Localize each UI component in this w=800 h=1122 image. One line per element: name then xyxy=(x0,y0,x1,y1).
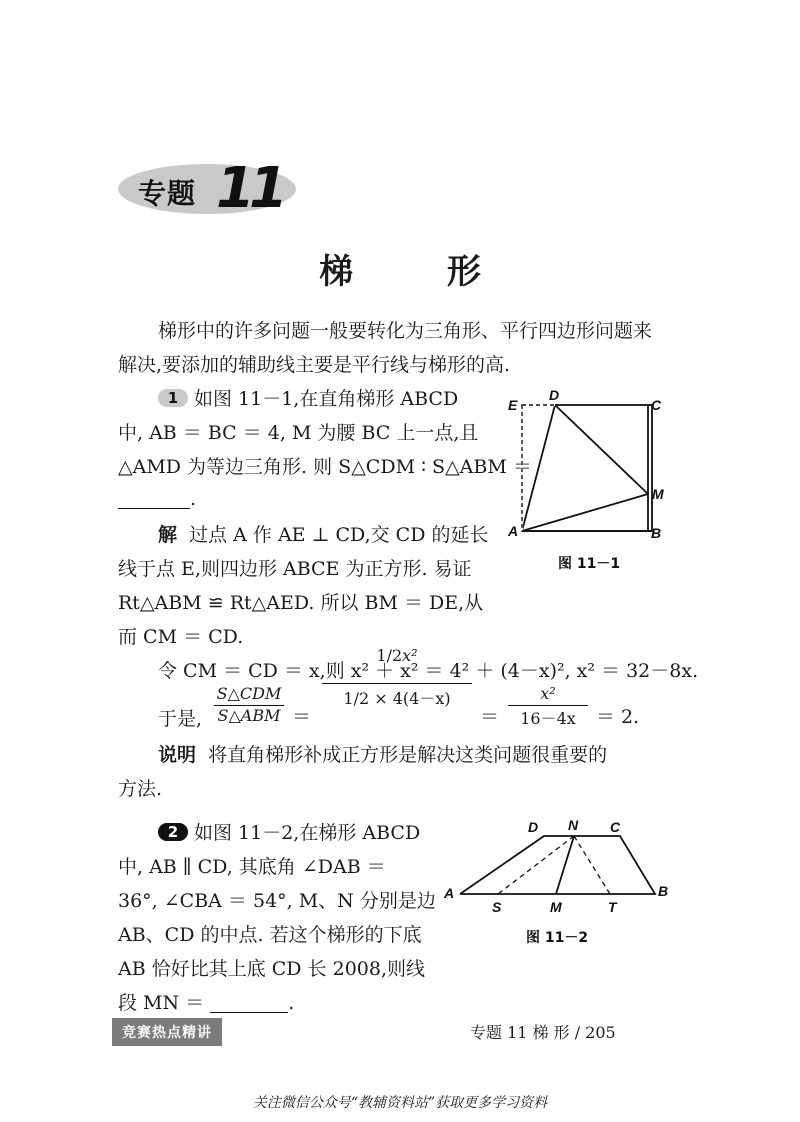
label-E: E xyxy=(508,397,518,413)
problem1-line-2: 中, AB ＝ BC ＝ 4, M 为腰 BC 上一点,且 xyxy=(118,422,479,444)
frac3-denominator: 16－4x xyxy=(508,705,588,729)
frac3-numerator: x² xyxy=(540,684,556,703)
segment-AM xyxy=(522,494,648,531)
note-label: 说明 xyxy=(158,744,197,766)
problem2-line-5 xyxy=(118,954,425,984)
figure-11-2 xyxy=(440,814,680,954)
note-line-1 xyxy=(158,740,607,770)
segment-AD xyxy=(522,405,555,531)
solution-line-2: 线于点 E,则四边形 ABCE 为正方形. 易证 xyxy=(118,558,472,580)
problem2-text-6: 段 MN ＝ xyxy=(118,992,205,1014)
problem1-end: . xyxy=(190,488,197,510)
segment-NM xyxy=(556,836,574,894)
answer-blank-2[interactable] xyxy=(210,992,288,1013)
problem2-line-2: 中, AB ∥ CD, 其底角 ∠DAB ＝ xyxy=(118,856,386,878)
problem2-number: 2 xyxy=(158,823,188,841)
result: ＝ 2. xyxy=(596,706,640,728)
frac1-numerator: S△CDM xyxy=(216,684,282,703)
label-S: S xyxy=(492,899,502,915)
note-text-1: 将直角梯形补成正方形是解决这类问题很重要的 xyxy=(208,744,608,766)
label-C: C xyxy=(651,397,662,413)
label-A2: A xyxy=(444,885,455,901)
problem2-text-1: 如图 11－2,在梯形 ABCD xyxy=(194,822,421,844)
solution-line-5: 令 CM ＝ CD ＝ x,则 x² ＋ x² ＝ 4² ＋ (4－x)², x² ＝ 32－8x. xyxy=(158,660,699,682)
badge-number: 11 xyxy=(216,156,282,221)
problem1-number: 1 xyxy=(158,389,188,407)
page-title xyxy=(0,244,800,293)
label-C2: C xyxy=(610,819,621,835)
frac2-numerator xyxy=(322,646,472,665)
title-char-2: 形 xyxy=(446,252,481,292)
problem2-line-4: AB、CD 的中点. 若这个梯形的下底 xyxy=(118,924,422,946)
problem2-text-5: AB 恰好比其上底 CD 长 2008,则线 xyxy=(118,958,426,980)
problem2-line-1 xyxy=(158,818,420,848)
label-N: N xyxy=(568,817,579,833)
problem1-line-1 xyxy=(158,384,458,414)
topic-badge xyxy=(118,156,300,221)
footer-page-info: 专题 11 梯 形 / 205 xyxy=(470,1023,616,1042)
solution-line-3: Rt△ABM ≌ Rt△AED. 所以 BM ＝ DE,从 xyxy=(118,592,484,614)
label-M: M xyxy=(652,486,664,502)
label-B2: B xyxy=(658,883,669,899)
problem2-line-3: 36°, ∠CBA ＝ 54°, M、N 分别是边 xyxy=(118,890,436,912)
solution-label: 解 xyxy=(158,524,178,546)
badge-word: 专题 xyxy=(138,177,197,210)
segment-NT-dashed xyxy=(574,836,610,894)
frac2-coef: 1/2 xyxy=(376,646,403,665)
trapezoid-outline xyxy=(460,836,655,894)
note-line-2: 方法. xyxy=(118,778,163,800)
problem1-line-3: △AMD 为等边三角形. 则 S△CDM ∶ S△ABM ＝ xyxy=(118,456,532,478)
figure2-caption: 图 11－2 xyxy=(526,930,589,946)
figure1-caption: 图 11－1 xyxy=(558,556,621,572)
bottom-note: 关注微信公众号“教辅资料站”获取更多学习资料 xyxy=(252,1095,548,1111)
solution-line-1 xyxy=(158,520,488,550)
label-T: T xyxy=(608,899,617,915)
footer-tag: 竞赛热点精讲 xyxy=(112,1018,222,1046)
solution-line-4: 而 CM ＝ CD. xyxy=(118,626,244,648)
problem2-end: . xyxy=(288,992,295,1014)
segment-NS-dashed xyxy=(498,836,574,894)
frac1-denominator: S△ABM xyxy=(214,705,284,725)
frac3 xyxy=(508,684,588,729)
intro-line-1: 梯形中的许多问题一般要转化为三角形、平行四边形问题来 xyxy=(158,320,653,342)
problem1-text-1: 如图 11－1,在直角梯形 ABCD xyxy=(194,388,459,410)
problem2-line-6 xyxy=(118,988,294,1018)
intro-line-2: 解决,要添加的辅助线主要是平行线与梯形的高. xyxy=(118,354,511,376)
label-D: D xyxy=(549,388,560,403)
frac2-denominator: 1/2 × 4(4－x) xyxy=(322,683,472,709)
label-A: A xyxy=(508,523,519,539)
title-char-1: 梯 xyxy=(319,252,354,292)
frac1 xyxy=(214,684,284,725)
frac2 xyxy=(322,646,472,709)
figure-11-1 xyxy=(500,388,680,588)
problem1-answer-line xyxy=(118,484,196,514)
label-D2: D xyxy=(528,819,539,835)
solution-text-1: 过点 A 作 AE ⊥ CD,交 CD 的延长 xyxy=(189,524,489,546)
answer-blank-1[interactable] xyxy=(118,488,190,509)
segment-DM xyxy=(555,405,648,494)
label-B: B xyxy=(651,525,662,541)
conclusion-prefix: 于是, xyxy=(158,708,203,730)
frac2-var: x² xyxy=(402,646,418,665)
label-M2: M xyxy=(550,899,562,915)
